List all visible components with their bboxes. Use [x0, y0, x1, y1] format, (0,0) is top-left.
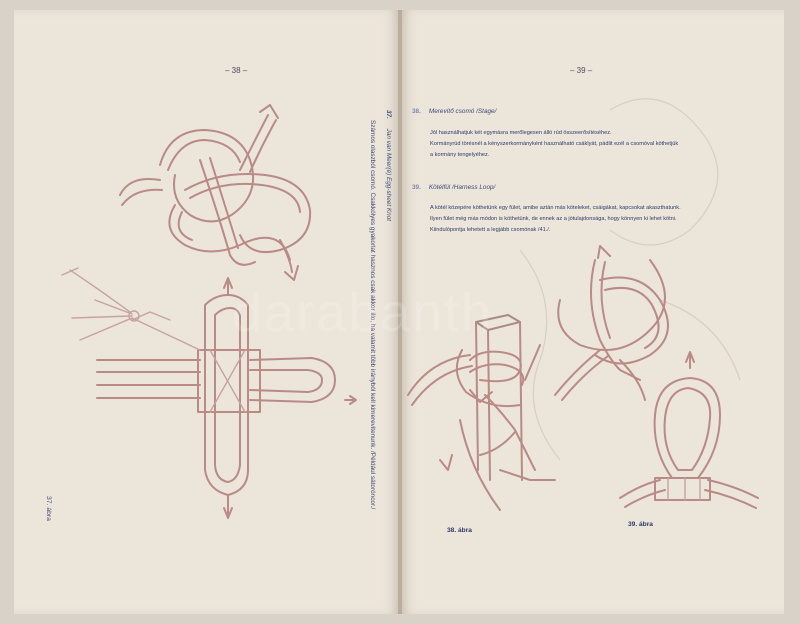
section-38-line-3: a kormány tengelyéhez.: [430, 152, 490, 158]
section-38-line-1: Jól használhatjuk két egymásra merőlegesen álló rúd összeerősítéséhez.: [430, 130, 612, 136]
watermark: darabanth: [232, 283, 494, 343]
knot-figure-38: [408, 315, 555, 510]
section-39-title: Kötélfül /Harness Loop/: [428, 184, 496, 191]
section-39-line-3: Kiindulópontja lehetett a legjább csomónak /41./.: [430, 227, 551, 233]
knot-figure-star: [120, 105, 310, 280]
left-body-text: Számos olaszból csomó. Csakkólyes gyakorlat hasznos csak akkor illo, ha valamit több irányból kell kimerevitenunk. /Például sátoróncor./: [369, 120, 376, 510]
section-39-number: 39.: [412, 184, 421, 191]
left-section-title: Jan van Meer(é) Egg-sheet Knot: [385, 128, 392, 222]
figure-39-caption: 39. ábra: [628, 521, 653, 528]
grapnel-sketch: [62, 268, 200, 350]
section-39-line-1: A kötél közepére köthetünk egy fület, amibe aztán más köteleket, csáigákat, kapcsokat akaszthatunk.: [430, 205, 681, 211]
left-figure-caption: 37. ábra: [45, 496, 52, 521]
knot-figure-39-loop: [555, 246, 668, 400]
figure-38-caption: 38. ábra: [447, 527, 472, 534]
section-38-number: 38.: [412, 108, 421, 115]
left-section-number: 37.: [385, 110, 392, 119]
right-page-number: – 39 –: [570, 66, 593, 75]
section-39-line-2: Ilyen fület még más módon is köthetünk, de ennek az a jótulajdonsága, hogy könnyen ki lehet kötni.: [430, 216, 677, 222]
left-page-number: – 38 –: [225, 66, 248, 75]
section-38-line-2: Kormányrúd törésnél a kényszerkormányként használható csáklyát, pádlit ezél a csomóval köthetjük: [430, 141, 679, 147]
section-38-title: Merevítő csomó /Stage/: [428, 108, 497, 115]
knot-figure-39-harness: [620, 352, 758, 508]
